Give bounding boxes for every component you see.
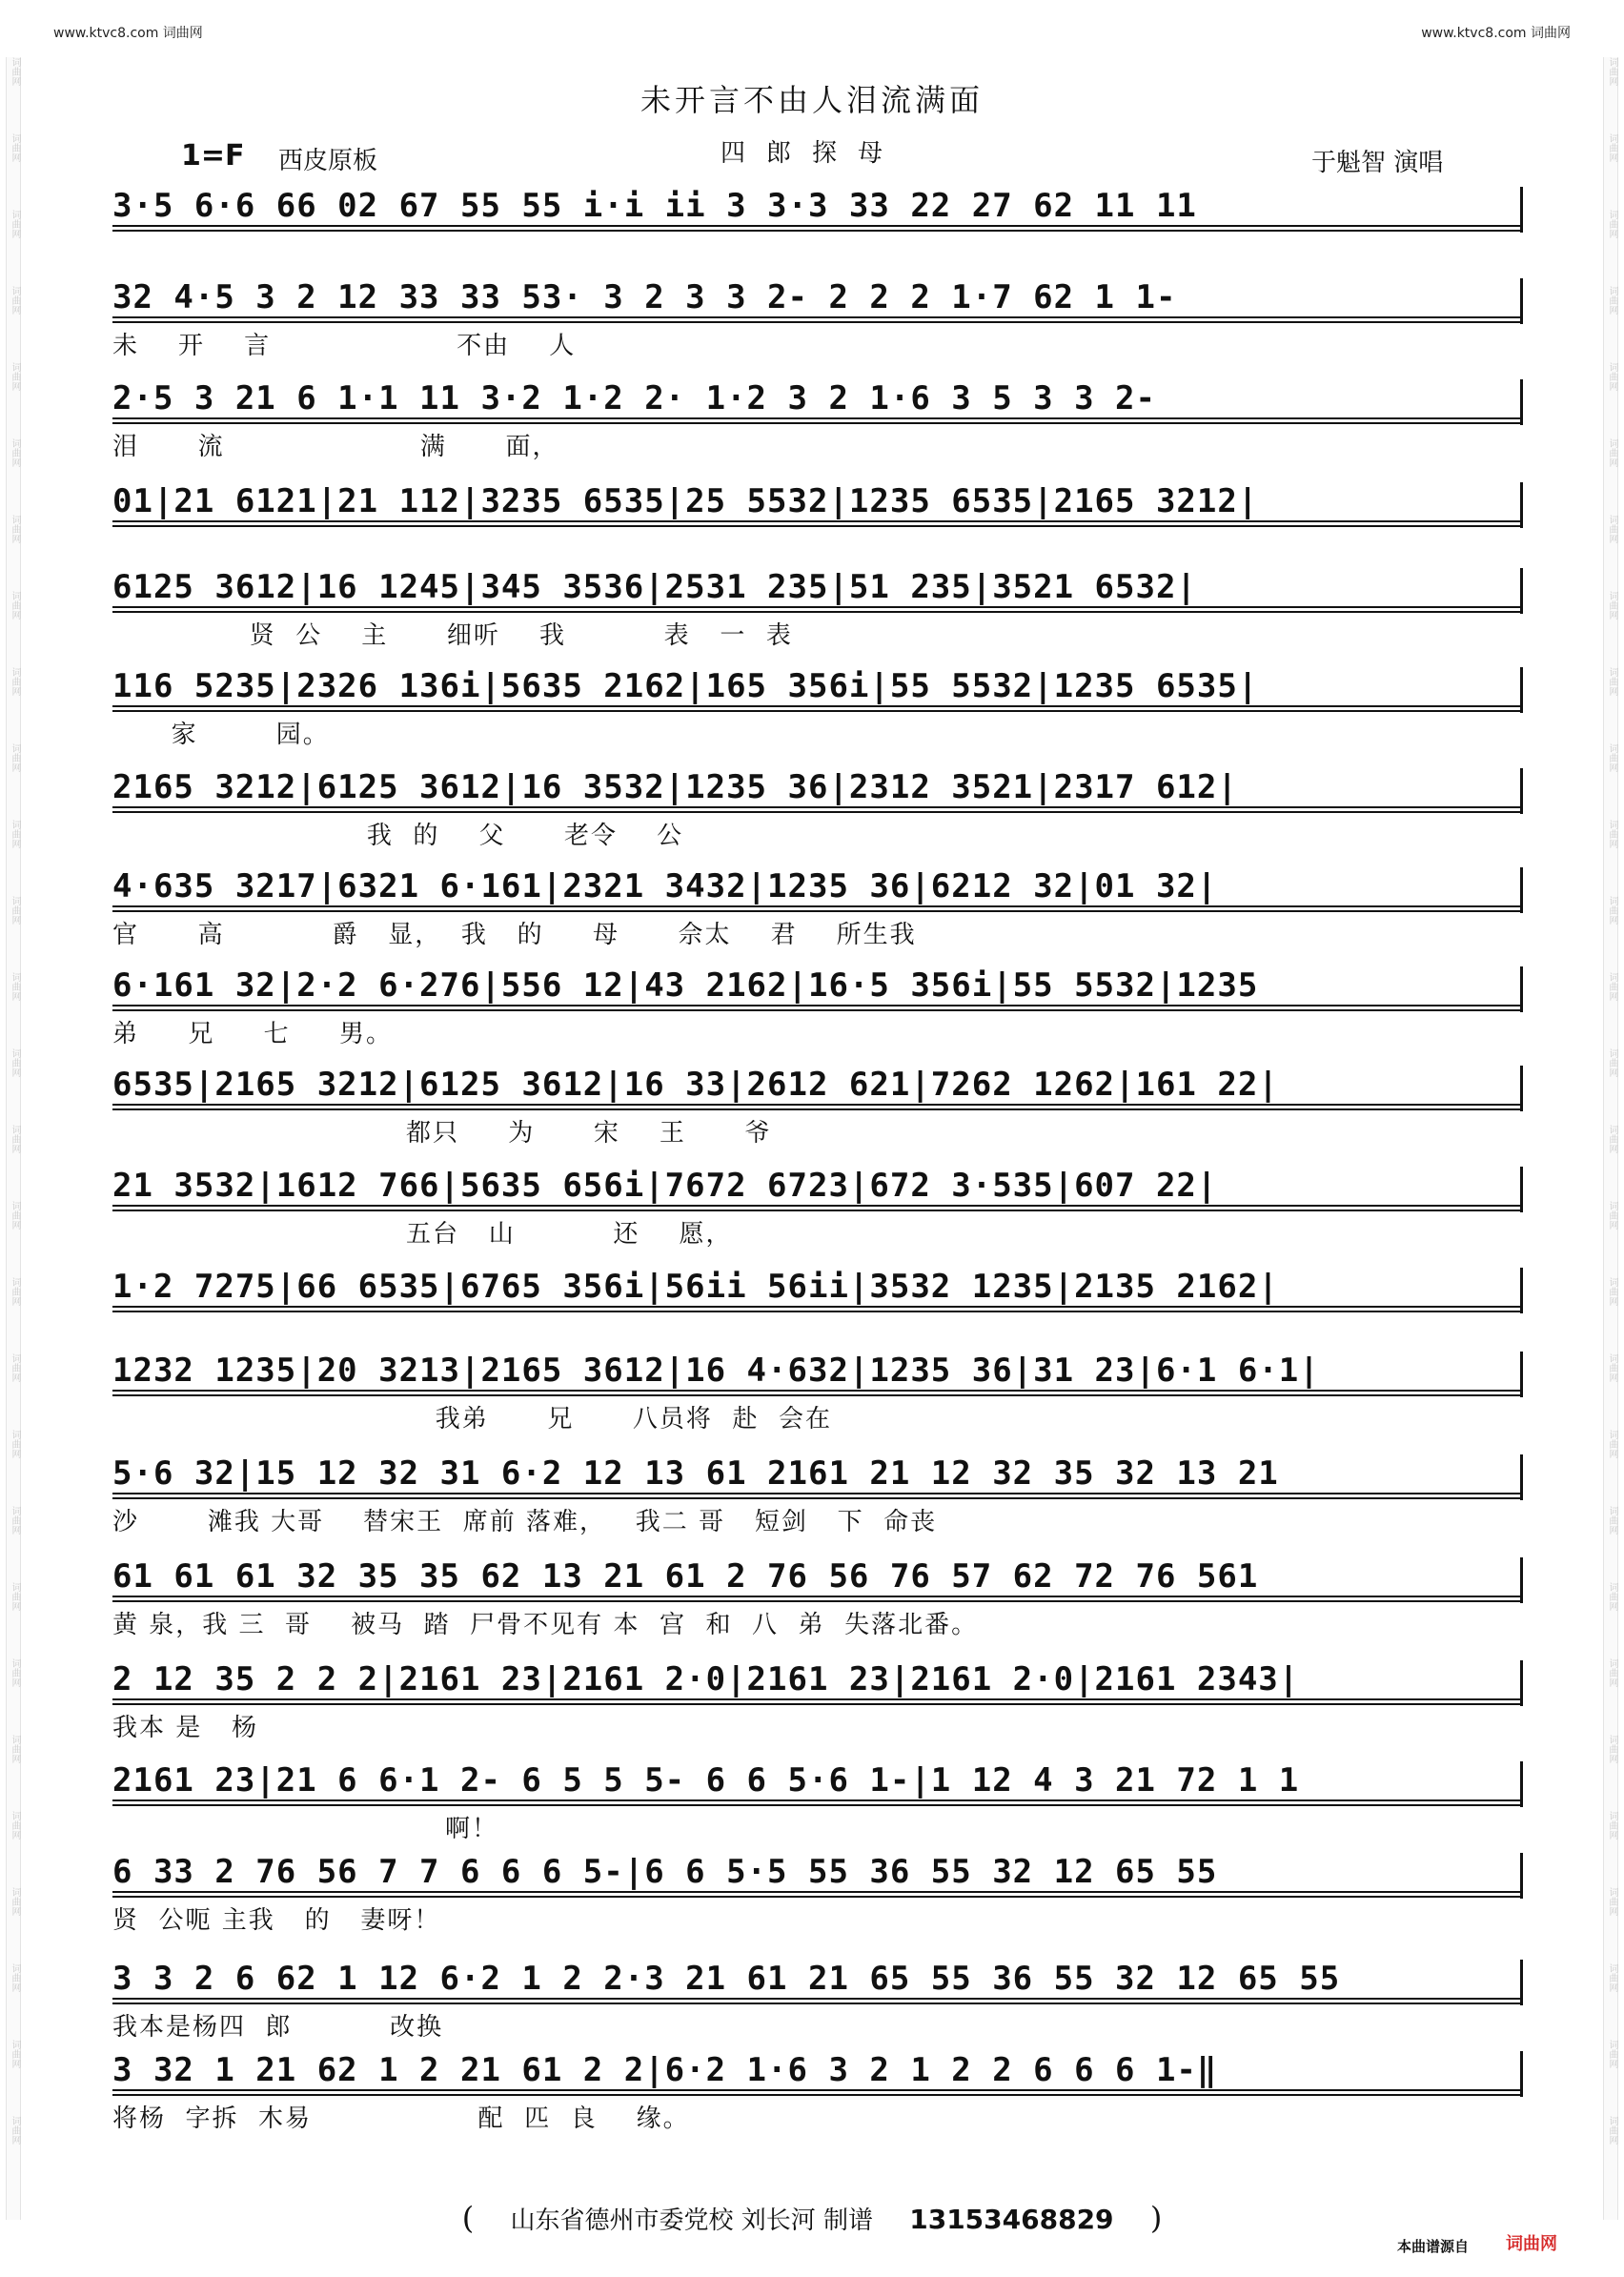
- end-barline: [1520, 2051, 1523, 2097]
- brand-logo: 词曲网: [1506, 2234, 1557, 2254]
- phone-number: 13153468829: [909, 2204, 1114, 2235]
- side-watermark-mark: 词曲网: [1607, 972, 1617, 1001]
- score-row: [112, 568, 1523, 652]
- end-barline: [1520, 1557, 1523, 1603]
- side-watermark-mark: 词曲网: [10, 667, 20, 696]
- arranger-credit: 山东省德州市委党校 刘长河 制谱: [510, 2206, 873, 2235]
- side-watermark-mark: 词曲网: [1607, 1735, 1617, 1763]
- end-barline: [1520, 966, 1523, 1012]
- side-watermark-mark: 词曲网: [1607, 1201, 1617, 1230]
- notation-line: 6 33 2 76 56 7 7 6 6 6 5-|6 6 5·5 55 36 55 32 12 65 55: [112, 1853, 1523, 1901]
- side-watermark-mark: 词曲网: [1607, 1277, 1617, 1306]
- lyrics-line: 都只 为 宋 王 爷: [112, 1119, 772, 1148]
- side-watermark-mark: 词曲网: [1607, 438, 1617, 467]
- side-watermark-mark: 词曲网: [10, 591, 20, 620]
- side-watermark-mark: 词曲网: [10, 362, 20, 391]
- performer: 于魁智 演唱: [1311, 149, 1444, 177]
- site-watermark-right: www.ktvc8.com 词曲网: [1421, 26, 1571, 41]
- end-barline: [1520, 667, 1523, 713]
- end-barline: [1520, 568, 1523, 614]
- side-watermark-mark: 词曲网: [1607, 2116, 1617, 2145]
- notation-line: 4·635 3217|6321 6·161|2321 3432|1235 36|6212 32|01 32|: [112, 867, 1523, 915]
- side-watermark-mark: 词曲网: [10, 286, 20, 315]
- end-barline: [1520, 278, 1523, 324]
- score-row: [112, 1066, 1523, 1149]
- end-barline: [1520, 768, 1523, 814]
- notation-line: 5·6 32|15 12 32 31 6·2 12 13 61 2161 21 12 32 35 32 13 21: [112, 1454, 1523, 1502]
- end-barline: [1520, 1352, 1523, 1397]
- side-watermark-mark: 词曲网: [10, 1658, 20, 1687]
- lyrics-line: 我本 是 杨: [112, 1714, 259, 1742]
- side-watermark-mark: 词曲网: [10, 1582, 20, 1611]
- notation-line: 2165 3212|6125 3612|16 3532|1235 36|2312 3521|2317 612|: [112, 768, 1523, 816]
- notation-line: 1·2 7275|66 6535|6765 356i|56ii 56ii|3532 1235|2135 2162|: [112, 1268, 1523, 1315]
- side-watermark-mark: 词曲网: [1607, 210, 1617, 238]
- end-barline: [1520, 187, 1523, 233]
- side-watermark-mark: 词曲网: [10, 820, 20, 848]
- side-watermark-mark: 词曲网: [1607, 1506, 1617, 1535]
- side-watermark-mark: 词曲网: [1607, 1963, 1617, 1992]
- lyrics-line: 弟 兄 七 男。: [112, 1020, 393, 1048]
- site-watermark-left: www.ktvc8.com 词曲网: [53, 26, 203, 41]
- lyrics-line: 贤 公呃 主我 的 妻呀！: [112, 1906, 441, 1935]
- end-barline: [1520, 1268, 1523, 1313]
- side-watermark-mark: 词曲网: [1607, 1887, 1617, 1916]
- side-watermark-mark: 词曲网: [10, 1277, 20, 1306]
- lyrics-line: 将杨 字拆 木易 配 匹 良 缘。: [112, 2104, 690, 2133]
- lyrics-line: 我本是杨四 郎 改换: [112, 2013, 444, 2042]
- side-watermark-mark: 词曲网: [10, 1811, 20, 1840]
- end-barline: [1520, 1454, 1523, 1500]
- side-watermark-mark: 词曲网: [1607, 133, 1617, 162]
- lyrics-line: 啊！: [112, 1815, 498, 1843]
- end-barline: [1520, 1167, 1523, 1212]
- end-barline: [1520, 1853, 1523, 1899]
- lyrics-line: 泪 流 满 面，: [112, 433, 559, 461]
- side-watermark-mark: 词曲网: [10, 210, 20, 238]
- score-row: [112, 1557, 1523, 1641]
- side-watermark-mark: 词曲网: [1607, 1125, 1617, 1153]
- lyrics-line: 官 高 爵 显， 我 的 母 佘太 君 所生我: [112, 921, 917, 949]
- source-label: 本曲谱源自: [1397, 2238, 1470, 2255]
- score-row: [112, 1352, 1523, 1435]
- notation-line: 3 32 1 21 62 1 2 21 61 2 2|6·2 1·6 3 2 1 2 2 6 6 6 1-‖: [112, 2051, 1523, 2099]
- score-row: [112, 966, 1523, 1050]
- score-row: [112, 1660, 1523, 1744]
- score-row: [112, 1268, 1523, 1319]
- score-row: [112, 187, 1523, 238]
- song-title: 未开言不由人泪流满面: [639, 82, 984, 118]
- end-barline: [1520, 1761, 1523, 1807]
- notation-line: 21 3532|1612 766|5635 656i|7672 6723|672 3·535|607 22|: [112, 1167, 1523, 1214]
- end-barline: [1520, 1660, 1523, 1706]
- lyrics-line: 家 园。: [112, 721, 330, 749]
- notation-line: 6125 3612|16 1245|345 3536|2531 235|51 235|3521 6532|: [112, 568, 1523, 616]
- score-row: [112, 1960, 1523, 2043]
- side-watermark-mark: 词曲网: [10, 1201, 20, 1230]
- end-barline: [1520, 379, 1523, 425]
- side-watermark-mark: 词曲网: [10, 1887, 20, 1916]
- left-watermark-strip: [6, 57, 21, 2220]
- side-watermark-mark: 词曲网: [1607, 2040, 1617, 2068]
- right-watermark-strip: [1603, 57, 1618, 2220]
- end-barline: [1520, 1066, 1523, 1111]
- notation-line: 3 3 2 6 62 1 12 6·2 1 2 2·3 21 61 21 65 55 36 55 32 12 65 55: [112, 1960, 1523, 2007]
- side-watermark-mark: 词曲网: [1607, 57, 1617, 86]
- score-row: [112, 1167, 1523, 1250]
- key-signature: 1=F: [181, 139, 245, 173]
- notation-line: 61 61 61 32 35 35 62 13 21 61 2 76 56 76 57 62 72 76 561: [112, 1557, 1523, 1605]
- side-watermark-mark: 词曲网: [10, 1125, 20, 1153]
- notation-line: 01|21 6121|21 112|3235 6535|25 5532|1235 6535|2165 3212|: [112, 482, 1523, 530]
- lyrics-line: 我弟 兄 八员将 赴 会在: [112, 1405, 832, 1433]
- side-watermark-mark: 词曲网: [10, 972, 20, 1001]
- side-watermark-mark: 词曲网: [10, 743, 20, 772]
- score-row: [112, 278, 1523, 362]
- footer-credit: [0, 2200, 1624, 2236]
- score-row: [112, 1853, 1523, 1937]
- notation-line: 6·161 32|2·2 6·276|556 12|43 2162|16·5 356i|55 5532|1235: [112, 966, 1523, 1014]
- score-row: [112, 867, 1523, 951]
- end-barline: [1520, 867, 1523, 913]
- score-row: [112, 667, 1523, 751]
- end-barline: [1520, 482, 1523, 528]
- tempo-marking: 西皮原板: [278, 147, 378, 175]
- side-watermark-mark: 词曲网: [10, 1735, 20, 1763]
- end-barline: [1520, 1960, 1523, 2005]
- notation-line: 2 12 35 2 2 2|2161 23|2161 2·0|2161 23|2161 2·0|2161 2343|: [112, 1660, 1523, 1708]
- side-watermark-mark: 词曲网: [10, 515, 20, 543]
- side-watermark-mark: 词曲网: [1607, 1430, 1617, 1458]
- side-watermark-mark: 词曲网: [10, 896, 20, 925]
- lyrics-line: 五台 山 还 愿，: [112, 1220, 733, 1249]
- score-row: [112, 1454, 1523, 1538]
- side-watermark-mark: 词曲网: [10, 133, 20, 162]
- lyrics-line: 沙 滩我 大哥 替宋王 席前 落难， 我二 哥 短剑 下 命丧: [112, 1508, 938, 1536]
- notation-line: 32 4·5 3 2 12 33 33 53· 3 2 3 3 2- 2 2 2 1·7 62 1 1-: [112, 278, 1523, 326]
- notation-line: 2·5 3 21 6 1·1 11 3·2 1·2 2· 1·2 3 2 1·6 3 5 3 3 2-: [112, 379, 1523, 427]
- side-watermark-mark: 词曲网: [10, 1048, 20, 1077]
- side-watermark-mark: 词曲网: [10, 1353, 20, 1382]
- notation-line: 1232 1235|20 3213|2165 3612|16 4·632|1235 36|31 23|6·1 6·1|: [112, 1352, 1523, 1399]
- score-row: [112, 768, 1523, 852]
- side-watermark-mark: 词曲网: [10, 2040, 20, 2068]
- score-row: [112, 379, 1523, 463]
- side-watermark-mark: 词曲网: [1607, 1048, 1617, 1077]
- score-row: [112, 2051, 1523, 2135]
- lyrics-line: 我 的 父 老令 公: [112, 822, 684, 850]
- side-watermark-mark: 词曲网: [1607, 667, 1617, 696]
- side-watermark-mark: 词曲网: [1607, 1353, 1617, 1382]
- side-watermark-mark: 词曲网: [1607, 743, 1617, 772]
- lyrics-line: 未 开 言 不由 人: [112, 332, 577, 360]
- notation-line: 3·5 6·6 66 02 67 55 55 i·i ii 3 3·3 33 22 27 62 11 11: [112, 187, 1523, 234]
- notation-line: 2161 23|21 6 6·1 2- 6 5 5 5- 6 6 5·6 1-|1 12 4 3 21 72 1 1: [112, 1761, 1523, 1809]
- side-watermark-mark: 词曲网: [1607, 896, 1617, 925]
- score-row: [112, 1761, 1523, 1845]
- close-paren: ): [1149, 2200, 1163, 2236]
- side-watermark-mark: 词曲网: [10, 2116, 20, 2145]
- side-watermark-mark: 词曲网: [1607, 515, 1617, 543]
- notation-line: 6535|2165 3212|6125 3612|16 33|2612 621|7262 1262|161 22|: [112, 1066, 1523, 1113]
- side-watermark-mark: 词曲网: [1607, 286, 1617, 315]
- lyrics-line: 贤 公 主 细听 我 表 一 表: [112, 621, 793, 650]
- opera-subtitle: 四郎探母: [720, 139, 903, 168]
- side-watermark-mark: 词曲网: [10, 1430, 20, 1458]
- score-row: [112, 482, 1523, 534]
- side-watermark-mark: 词曲网: [10, 57, 20, 86]
- side-watermark-mark: 词曲网: [1607, 820, 1617, 848]
- side-watermark-mark: 词曲网: [10, 1506, 20, 1535]
- side-watermark-mark: 词曲网: [1607, 1811, 1617, 1840]
- side-watermark-mark: 词曲网: [1607, 362, 1617, 391]
- side-watermark-mark: 词曲网: [1607, 591, 1617, 620]
- side-watermark-mark: 词曲网: [1607, 1658, 1617, 1687]
- open-paren: (: [461, 2200, 475, 2236]
- side-watermark-mark: 词曲网: [10, 438, 20, 467]
- notation-line: 116 5235|2326 136i|5635 2162|165 356i|55 5532|1235 6535|: [112, 667, 1523, 715]
- lyrics-line: 黄 泉，我 三 哥 被马 踏 尸骨不见有 本 宫 和 八 弟 失落北番。: [112, 1611, 979, 1639]
- side-watermark-mark: 词曲网: [1607, 1582, 1617, 1611]
- side-watermark-mark: 词曲网: [10, 1963, 20, 1992]
